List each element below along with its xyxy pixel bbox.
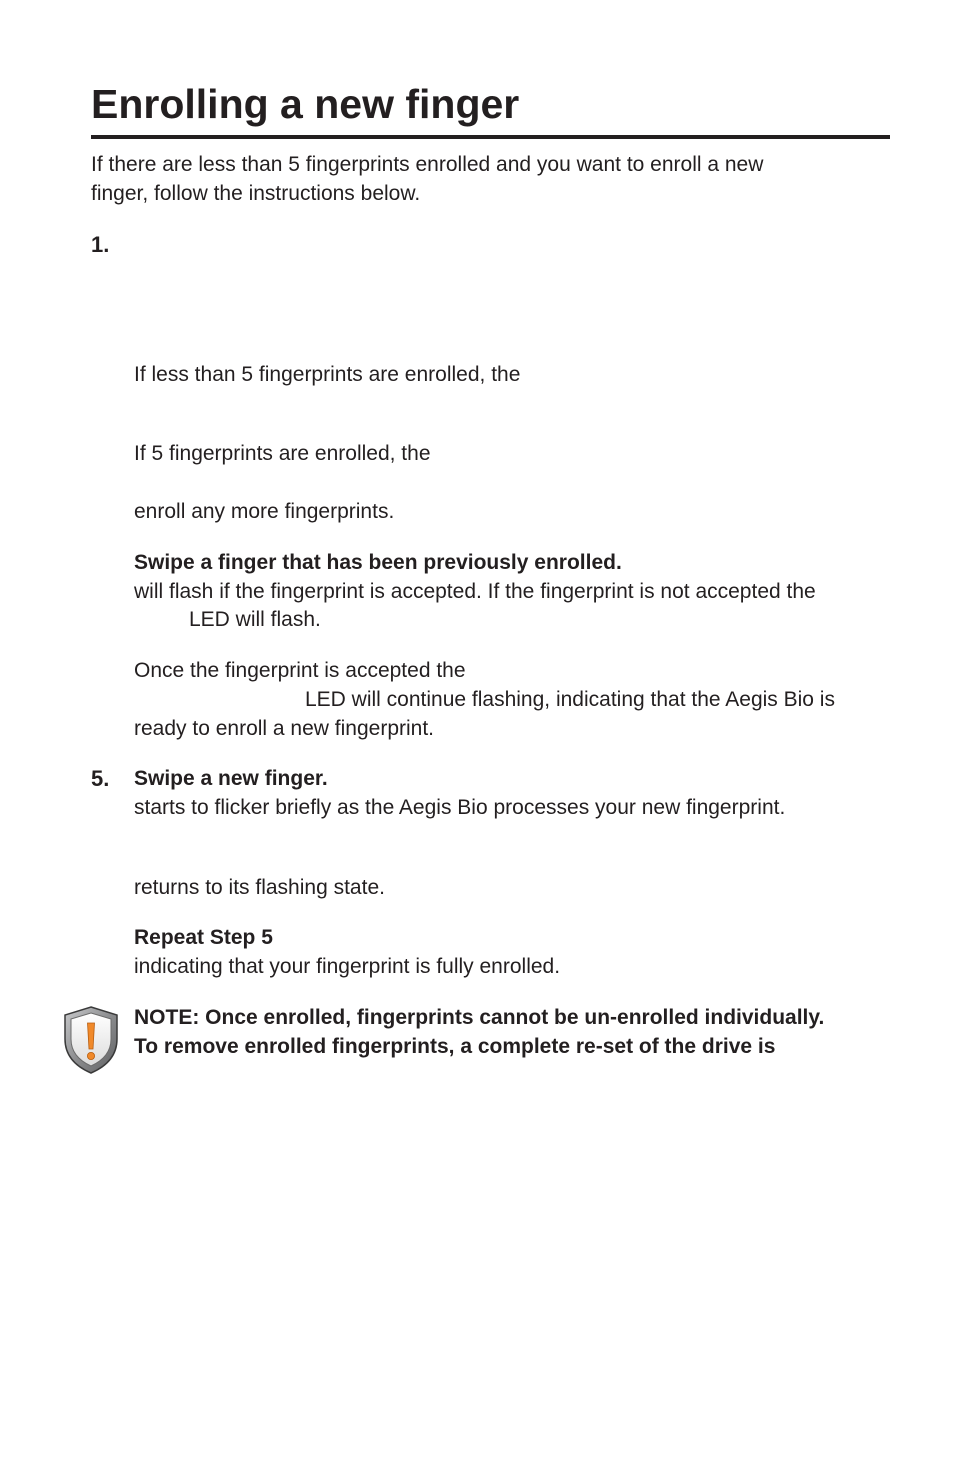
step-5-line-3: returns to its flashing state.	[134, 876, 385, 899]
note-line-1: NOTE: Once enrolled, fingerprints cannot be un-enrolled individually.	[134, 1006, 825, 1029]
step-6-line-2: indicating that your fingerprint is fully enrolled.	[134, 955, 561, 978]
title-divider	[91, 135, 890, 139]
step-1-number: 1.	[91, 232, 110, 257]
step-3-heading: Swipe a finger that has been previously enrolled.	[134, 551, 622, 574]
warning-shield-icon	[61, 1005, 121, 1075]
intro-line-2: finger, follow the instructions below.	[91, 182, 421, 205]
step-3-line-3: LED will flash.	[189, 608, 321, 631]
step-5-number: 5.	[91, 766, 110, 791]
page-title: Enrolling a new finger	[91, 81, 520, 127]
step-1-substep-2-line-2: enroll any more fingerprints.	[134, 500, 395, 523]
step-4-line-2: LED will continue flashing, indicating that the Aegis Bio is	[305, 688, 835, 711]
step-1-substep-1: If less than 5 fingerprints are enrolled, the	[134, 363, 521, 386]
step-4-line-3: ready to enroll a new fingerprint.	[134, 717, 434, 740]
step-5-line-2: starts to flicker briefly as the Aegis Bio processes your new fingerprint.	[134, 796, 786, 819]
step-1-substep-2-line-1: If 5 fingerprints are enrolled, the	[134, 442, 431, 465]
step-6-heading: Repeat Step 5	[134, 926, 273, 949]
step-5-heading: Swipe a new finger.	[134, 767, 328, 790]
intro-line-1: If there are less than 5 fingerprints enrolled and you want to enroll a new	[91, 153, 764, 176]
step-3-line-2: will flash if the fingerprint is accepted. If the fingerprint is not accepted the	[134, 580, 816, 603]
step-4-line-1: Once the fingerprint is accepted the	[134, 659, 466, 682]
note-line-2: To remove enrolled fingerprints, a complete re-set of the drive is	[134, 1035, 776, 1058]
